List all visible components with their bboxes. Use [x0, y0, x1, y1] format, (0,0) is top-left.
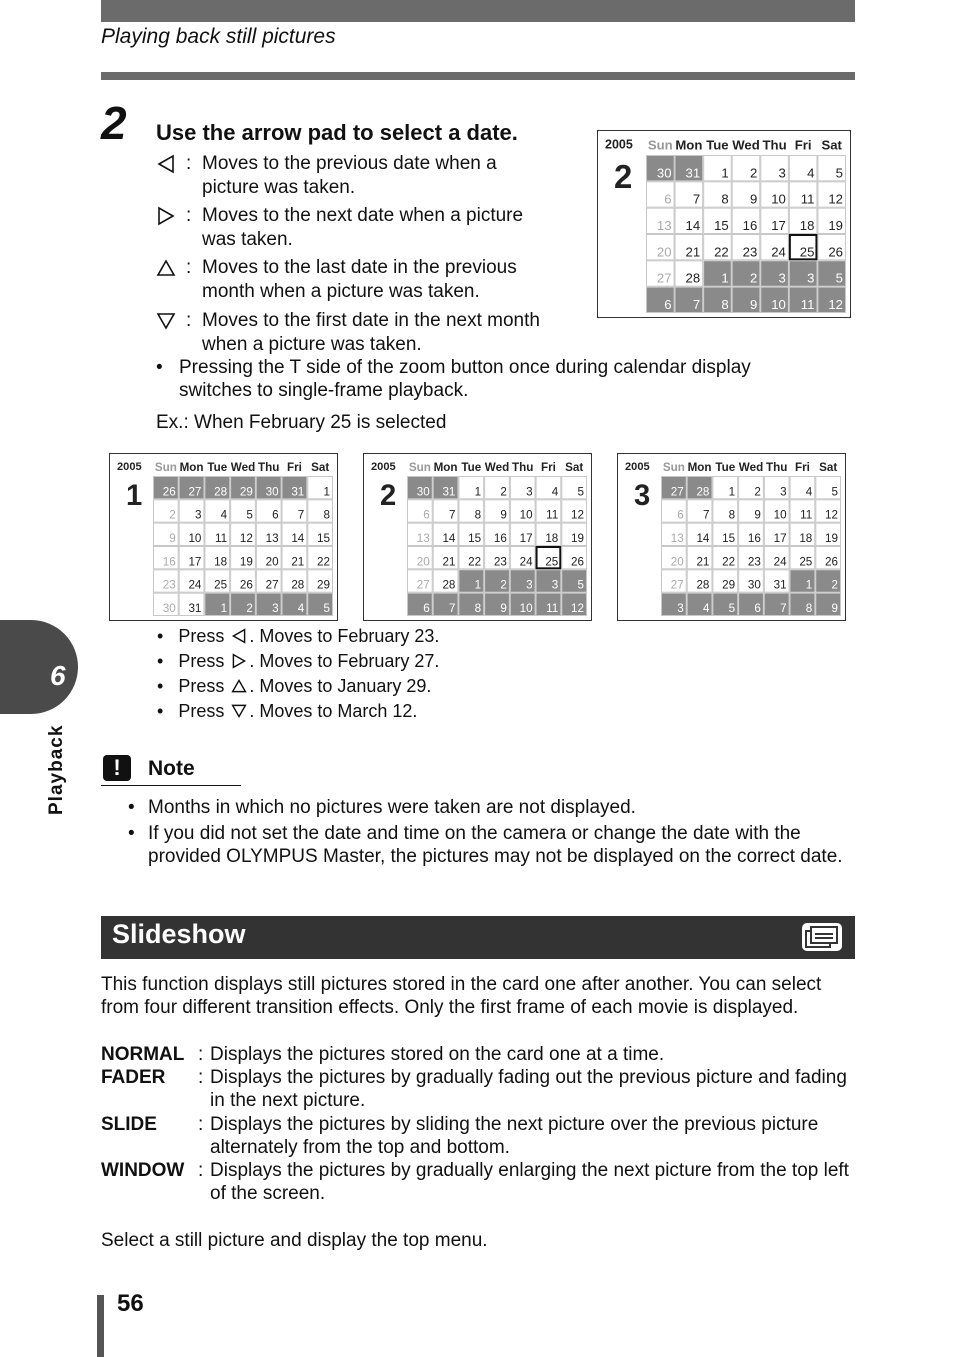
calendar-date: 18: [799, 218, 815, 233]
calendar-date: 20: [265, 555, 279, 569]
slideshow-title: Slideshow: [112, 919, 246, 949]
calendar-date: 11: [800, 508, 813, 522]
calendar-month: 3: [634, 480, 651, 513]
press-item: • Press . Moves to March 12.: [157, 701, 418, 721]
calendar-date: 19: [571, 532, 584, 545]
calendar-date: 13: [265, 532, 279, 545]
calendar-date: 14: [685, 218, 701, 233]
slideshow-intro: This function displays still pictures stored in the card one after another. You can select from four different transition effects. Only the first frame of each movie is displayed.: [101, 974, 822, 1018]
calendar-date: 18: [214, 555, 228, 569]
slideshow-closing: Select a still picture and display the top menu.: [101, 1230, 488, 1251]
calendar-date: 25: [545, 555, 559, 569]
chapter-label: Playback: [46, 724, 67, 815]
calendar-date: 15: [317, 532, 330, 545]
calendar-date: 9: [500, 508, 507, 522]
calendar-date: 3: [526, 485, 533, 499]
calendar-date: 30: [416, 485, 430, 499]
calendar-day-header: Sat: [821, 137, 842, 153]
left-arrow-icon: [156, 154, 176, 174]
calendar-day-header: Sun: [647, 137, 673, 153]
calendar-date: 13: [656, 218, 672, 233]
calendar-date: 6: [423, 602, 430, 615]
calendar-date: 12: [239, 532, 253, 545]
calendar-date: 5: [577, 485, 584, 499]
calendar-date: 30: [265, 485, 279, 499]
calendar-month: 2: [380, 480, 397, 513]
calendar-date: 12: [828, 191, 843, 207]
header-bar: [101, 0, 855, 22]
calendar-date: 7: [692, 297, 701, 312]
press-item: • Press . Moves to February 27.: [157, 651, 440, 671]
calendar-date: 1: [721, 165, 729, 181]
calendar-date: 1: [474, 578, 482, 592]
up-arrow-icon: [231, 678, 247, 694]
calendar-date: 9: [831, 602, 838, 615]
calendar-date: 6: [677, 508, 684, 522]
calendar-date: 6: [664, 297, 672, 312]
calendar-date: 11: [546, 602, 559, 615]
step-item-up: : Moves to the last date in the previous month when a picture was taken.: [156, 256, 556, 304]
calendar-date: 7: [448, 602, 456, 615]
calendar-date: 29: [317, 578, 330, 592]
calendar-day-header: Thu: [762, 137, 787, 153]
step-title: Use the arrow pad to select a date.: [156, 120, 518, 145]
calendar-date: 3: [677, 602, 684, 615]
calendar-date: 13: [670, 532, 684, 545]
calendar-date: 24: [773, 555, 787, 569]
down-arrow-icon: [156, 311, 176, 331]
calendar-day-header: Fri: [540, 461, 556, 475]
calendar-date: 3: [526, 578, 533, 592]
calendar-date: 12: [571, 508, 584, 522]
down-arrow-icon: [231, 703, 247, 719]
calendar-date: 2: [169, 508, 176, 522]
calendar-date: 7: [448, 508, 456, 522]
note-item: • If you did not set the date and time on the camera or change the date with the provided OLYMPUS Master, the pictures may not be displayed on the correct date.: [128, 823, 843, 867]
calendar-date: 8: [474, 508, 482, 522]
calendar-grid: [364, 454, 591, 620]
calendar-date: 12: [825, 508, 838, 522]
calendar-date: 31: [291, 485, 305, 499]
calendar-date: 11: [215, 532, 228, 545]
calendar-day-header: Tue: [706, 137, 729, 153]
calendar-date: 14: [291, 532, 305, 545]
calendar-date: 3: [807, 270, 815, 286]
calendar-date: 9: [169, 532, 176, 545]
calendar-date: 22: [722, 555, 736, 569]
calendar-grid: [618, 454, 845, 620]
calendar-date: 4: [807, 165, 815, 181]
calendar-date: 6: [423, 508, 430, 522]
calendar-date: 22: [468, 555, 482, 569]
calendar-month: 1: [126, 480, 143, 513]
calendar-february: [363, 453, 592, 621]
calendar-day-header: Wed: [230, 461, 256, 475]
calendar-date: 22: [317, 555, 330, 569]
calendar-date: 1: [474, 485, 482, 499]
calendar-date: 11: [546, 508, 559, 522]
slideshow-icon: [801, 922, 843, 952]
calendar-date: 4: [220, 508, 228, 522]
calendar-date: 10: [519, 508, 533, 522]
calendar-date: 28: [442, 578, 456, 592]
left-arrow-icon: [231, 628, 247, 644]
calendar-day-header: Mon: [675, 137, 703, 153]
calendar-date: 26: [828, 244, 843, 260]
press-item: • Press . Moves to February 23.: [157, 626, 440, 646]
calendar-date: 23: [747, 555, 761, 569]
calendar-date: 26: [825, 555, 838, 569]
calendar-date: 9: [754, 508, 761, 522]
effect-normal: NORMAL : Displays the pictures stored on the card one at a time.: [101, 1044, 665, 1065]
calendar-month: 2: [614, 157, 633, 195]
calendar-date: 16: [742, 218, 758, 233]
calendar-date: 5: [577, 578, 584, 592]
calendar-date: 27: [670, 485, 684, 499]
calendar-date: 4: [551, 485, 559, 499]
calendar-date: 7: [702, 508, 710, 522]
calendar-date: 22: [714, 244, 729, 260]
press-item: • Press . Moves to January 29.: [157, 676, 432, 696]
calendar-date: 1: [805, 578, 813, 592]
calendar-date: 30: [747, 578, 761, 592]
calendar-date: 10: [771, 297, 786, 312]
note-item: • Months in which no pictures were taken are not displayed.: [128, 797, 636, 818]
calendar-date: 26: [571, 555, 584, 569]
calendar-date: 24: [519, 555, 533, 569]
calendar-date: 9: [500, 602, 507, 615]
calendar-date: 28: [685, 270, 701, 286]
calendar-date: 24: [188, 578, 202, 592]
calendar-year: 2005: [605, 137, 633, 152]
calendar-date: 29: [722, 578, 736, 592]
calendar-day-header: Mon: [433, 461, 458, 475]
note-icon: !: [103, 755, 131, 781]
calendar-date: 27: [416, 578, 430, 592]
calendar-date: 3: [194, 508, 202, 522]
calendar-date: 15: [468, 532, 482, 545]
calendar-date: 12: [571, 602, 584, 615]
calendar-date: 4: [805, 485, 813, 499]
calendar-date: 19: [828, 218, 843, 233]
calendar-day-header: Tue: [207, 461, 228, 475]
calendar-date: 17: [519, 532, 533, 545]
calendar-day-header: Tue: [461, 461, 482, 475]
calendar-date: 1: [728, 485, 736, 499]
calendar-date: 25: [799, 555, 813, 569]
calendar-date: 5: [728, 602, 736, 615]
calendar-date: 21: [696, 555, 710, 569]
page-number: 56: [117, 1290, 144, 1317]
zoom-bullet: • Pressing the T side of the zoom button once during calendar display switches to single-frame playback.: [156, 357, 751, 401]
calendar-date: 16: [162, 555, 176, 569]
note-underline: [101, 785, 241, 786]
calendar-date: 8: [728, 508, 736, 522]
calendar-date: 14: [442, 532, 456, 545]
calendar-date: 31: [685, 165, 701, 181]
calendar-main: [597, 130, 851, 318]
calendar-date: 20: [656, 244, 672, 260]
calendar-date: 3: [780, 485, 787, 499]
calendar-day-header: Tue: [715, 461, 736, 475]
calendar-date: 31: [188, 602, 202, 615]
calendar-date: 3: [778, 270, 786, 286]
calendar-date: 30: [162, 602, 176, 615]
calendar-date: 7: [692, 191, 701, 207]
calendar-date: 5: [246, 508, 253, 522]
note-title: Note: [148, 757, 195, 780]
calendar-day-header: Wed: [738, 461, 764, 475]
calendar-date: 27: [656, 270, 672, 286]
calendar-date: 29: [239, 485, 253, 499]
calendar-date: 2: [246, 602, 253, 615]
calendar-date: 9: [749, 191, 758, 207]
calendar-date: 2: [754, 485, 761, 499]
calendar-date: 21: [685, 244, 701, 260]
calendar-date: 31: [773, 578, 787, 592]
calendar-date: 27: [670, 578, 684, 592]
calendar-date: 10: [773, 508, 787, 522]
calendar-date: 26: [162, 485, 176, 499]
calendar-date: 8: [805, 602, 813, 615]
calendar-grid: [110, 454, 337, 620]
calendar-day-header: Wed: [484, 461, 510, 475]
calendar-date: 24: [771, 244, 786, 260]
calendar-date: 15: [722, 532, 736, 545]
calendar-date: 3: [272, 602, 279, 615]
header-divider: [101, 72, 855, 80]
calendar-date: 5: [835, 165, 843, 181]
calendar-date: 3: [551, 578, 559, 592]
step-number: 2: [101, 97, 127, 149]
calendar-date: 2: [500, 578, 507, 592]
calendar-date: 16: [493, 532, 507, 545]
calendar-date: 27: [265, 578, 279, 592]
calendar-year: 2005: [371, 460, 396, 473]
calendar-date: 16: [747, 532, 761, 545]
calendar-march: [617, 453, 846, 621]
effect-window: WINDOW : Displays the pictures by gradually enlarging the next picture from the top left of the screen.: [101, 1160, 849, 1204]
calendar-date: 21: [442, 555, 456, 569]
calendar-date: 2: [500, 485, 507, 499]
calendar-date: 8: [721, 297, 729, 312]
calendar-day-header: Sat: [565, 461, 584, 475]
calendar-date: 28: [696, 578, 710, 592]
calendar-date: 1: [323, 485, 330, 499]
calendar-date: 10: [188, 532, 202, 545]
calendar-date: 14: [696, 532, 710, 545]
calendar-date: 10: [771, 191, 786, 207]
calendar-date: 6: [272, 508, 279, 522]
calendar-date: 4: [702, 602, 710, 615]
calendar-date: 5: [323, 602, 330, 615]
calendar-date: 30: [656, 165, 672, 181]
calendar-date: 18: [799, 532, 813, 545]
page-number-bar: [97, 1295, 104, 1357]
calendar-date: 5: [835, 270, 843, 286]
calendar-year: 2005: [117, 460, 142, 473]
calendar-date: 27: [188, 485, 202, 499]
calendar-day-header: Mon: [179, 461, 204, 475]
calendar-date: 13: [416, 532, 430, 545]
right-arrow-icon: [156, 206, 176, 226]
calendar-date: 6: [754, 602, 761, 615]
calendar-date: 3: [778, 165, 786, 181]
calendar-day-header: Fri: [794, 137, 812, 153]
calendar-date: 28: [214, 485, 228, 499]
calendar-date: 23: [162, 578, 176, 592]
calendar-day-header: Sat: [819, 461, 838, 475]
calendar-date: 2: [749, 270, 758, 286]
effect-slide: SLIDE : Displays the pictures by sliding the next picture over the previous picture alternately from the top and bottom.: [101, 1114, 819, 1158]
calendar-date: 19: [825, 532, 838, 545]
calendar-date: 26: [239, 578, 253, 592]
calendar-date: 25: [799, 244, 815, 260]
step-item-down: : Moves to the first date in the next month when a picture was taken.: [156, 309, 556, 357]
calendar-date: 23: [493, 555, 507, 569]
calendar-date: 28: [696, 485, 710, 499]
step-item-right: : Moves to the next date when a picture was taken.: [156, 204, 556, 252]
calendar-date: 17: [188, 555, 202, 569]
calendar-date: 8: [323, 508, 330, 522]
calendar-day-header: Fri: [794, 461, 810, 475]
calendar-date: 20: [416, 555, 430, 569]
calendar-date: 4: [297, 602, 305, 615]
calendar-date: 20: [670, 555, 684, 569]
calendar-day-header: Sun: [154, 461, 177, 475]
calendar-day-header: Thu: [512, 461, 534, 475]
right-arrow-icon: [231, 653, 247, 669]
calendar-date: 17: [773, 532, 787, 545]
calendar-date: 1: [721, 270, 729, 286]
calendar-date: 17: [771, 218, 786, 233]
calendar-day-header: Sun: [408, 461, 431, 475]
calendar-date: 12: [828, 297, 843, 312]
calendar-date: 8: [721, 191, 729, 207]
calendar-grid: [598, 131, 850, 317]
calendar-date: 11: [800, 297, 815, 312]
up-arrow-icon: [156, 258, 176, 278]
calendar-year: 2005: [625, 460, 650, 473]
calendar-day-header: Sat: [311, 461, 330, 475]
calendar-date: 9: [749, 297, 758, 312]
calendar-day-header: Sun: [662, 461, 685, 475]
calendar-day-header: Thu: [766, 461, 788, 475]
calendar-date: 5: [831, 485, 838, 499]
step-item-left: : Moves to the previous date when a picture was taken.: [156, 152, 556, 200]
effect-fader: FADER : Displays the pictures by gradually fading out the previous picture and fading in the next picture.: [101, 1067, 847, 1111]
calendar-date: 19: [239, 555, 253, 569]
calendar-date: 8: [474, 602, 482, 615]
section-header: Playing back still pictures: [101, 25, 336, 48]
calendar-date: 28: [291, 578, 305, 592]
calendar-date: 7: [780, 602, 787, 615]
calendar-day-header: Wed: [732, 137, 760, 153]
calendar-date: 2: [749, 165, 758, 181]
calendar-date: 21: [291, 555, 305, 569]
calendar-day-header: Fri: [286, 461, 302, 475]
calendar-day-header: Thu: [258, 461, 280, 475]
calendar-day-header: Mon: [687, 461, 712, 475]
calendar-date: 6: [664, 191, 672, 207]
calendar-date: 11: [800, 191, 815, 207]
calendar-date: 1: [220, 602, 228, 615]
calendar-date: 7: [297, 508, 305, 522]
calendar-date: 10: [519, 602, 533, 615]
calendar-january: [109, 453, 338, 621]
example-text: Ex.: When February 25 is selected: [156, 412, 447, 433]
calendar-date: 31: [442, 485, 456, 499]
calendar-date: 2: [831, 578, 838, 592]
chapter-number: 6: [50, 660, 66, 691]
calendar-date: 23: [742, 244, 758, 260]
chapter-tab: [0, 620, 78, 714]
calendar-date: 15: [714, 218, 729, 233]
calendar-date: 25: [214, 578, 228, 592]
calendar-date: 18: [545, 532, 559, 545]
